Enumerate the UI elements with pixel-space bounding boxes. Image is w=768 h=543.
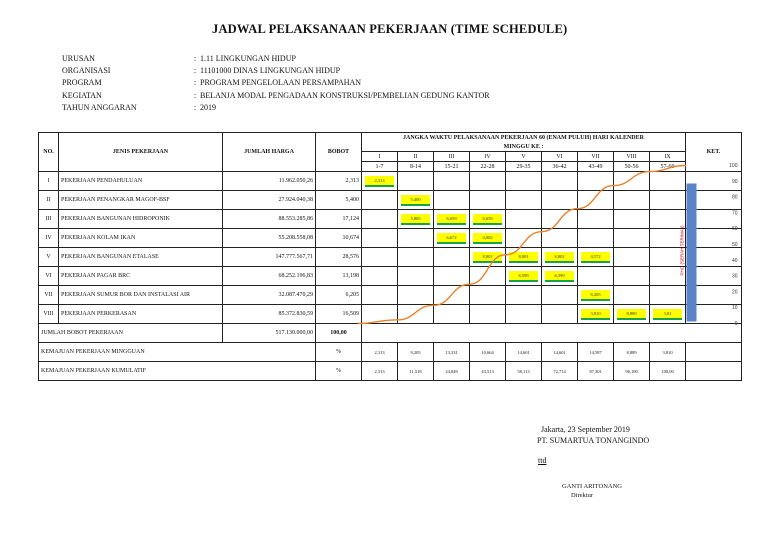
- info-colon: :: [193, 90, 197, 100]
- signature-place-date: Jakarta, 23 September 2019: [541, 425, 630, 434]
- header-minggu: MINGGU KE :: [362, 142, 686, 152]
- row-jenis: PEKERJAAN SUMUR BOR DAN INSTALASI AIR: [59, 286, 223, 305]
- schedule-bar: 6,599: [545, 271, 574, 282]
- schedule-bar: 8,001: [545, 252, 574, 263]
- cumulative-series-line: [358, 166, 686, 324]
- week-range: 8-14: [398, 162, 434, 172]
- cumulative-point: [613, 185, 615, 187]
- row-harga: 68.252.196,83: [223, 267, 316, 286]
- y-tick-label: 40: [731, 257, 738, 264]
- progress-value: 14,601: [506, 343, 542, 362]
- cumulative-point: [541, 231, 543, 233]
- row-no: IV: [39, 229, 59, 248]
- week-roman: III: [434, 152, 470, 162]
- schedule-bar: 8,001: [509, 252, 538, 263]
- progress-percent: %: [316, 362, 362, 381]
- pho-marker-bar: [687, 184, 697, 322]
- progress-value: 96,190: [614, 362, 650, 381]
- row-no: VII: [39, 286, 59, 305]
- schedule-bar: 8,001: [473, 252, 502, 263]
- info-colon: :: [193, 54, 197, 63]
- info-value: PROGRAM PENGELOLAAN PERSAMPAHAN: [200, 78, 362, 88]
- cumulative-point: [433, 305, 435, 307]
- row-jenis: PEKERJAAN PAGAR BRC: [59, 267, 223, 286]
- week-range: 57-60: [650, 162, 686, 172]
- row-harga: 55.208.558,08: [223, 229, 316, 248]
- week-roman: IV: [470, 152, 506, 162]
- y-tick-label: 0: [734, 321, 738, 327]
- schedule-bar: 3,810: [581, 309, 610, 320]
- row-jenis: PEKERJAAN PERKERASAN: [59, 305, 223, 324]
- signature-ttd: ttd: [538, 456, 547, 465]
- signature-role: Direktur: [571, 492, 594, 499]
- cumulative-point: [505, 254, 507, 256]
- progress-value: 100,00: [650, 362, 686, 381]
- header-jenis: JENIS PEKERJAAN: [59, 133, 223, 172]
- week-range: 1-7: [362, 162, 398, 172]
- row-harga: 85.372.830,59: [223, 305, 316, 324]
- schedule-bar: 5,805: [401, 214, 430, 225]
- progress-value: 58,113: [506, 362, 542, 381]
- week-range: 22-28: [470, 162, 506, 172]
- info-value: 11101000 DINAS LINGKUNGAN HIDUP: [200, 66, 341, 76]
- schedule-bar: 8,889: [617, 309, 646, 320]
- progress-value: 14,587: [578, 343, 614, 362]
- progress-percent: %: [316, 343, 362, 362]
- progress-value: 2,313: [362, 343, 398, 362]
- schedule-bar: 6,659: [437, 214, 466, 225]
- row-harga: 88.553.285,86: [223, 210, 316, 229]
- progress-label: KEMAJUAN PEKERJAAN MINGGUAN: [39, 343, 316, 362]
- week-range: 29-35: [506, 162, 542, 172]
- y-tick-label: 80: [731, 194, 738, 201]
- week-range: 15-21: [434, 162, 470, 172]
- week-range: 43-49: [578, 162, 614, 172]
- progress-value: 8,889: [614, 343, 650, 362]
- week-range: 50-56: [614, 162, 650, 172]
- info-key: PROGRAM: [62, 78, 102, 88]
- info-key: URUSAN: [62, 54, 95, 63]
- week-roman: VII: [578, 152, 614, 162]
- week-roman: VI: [542, 152, 578, 162]
- pho-label: PHO (SERAH TERIMA I): [679, 225, 685, 276]
- row-bobot: 13,198: [316, 267, 362, 286]
- schedule-bar: 4,572: [581, 252, 610, 263]
- y-tick-label: 30: [731, 273, 738, 280]
- info-key: KEGIATAN: [62, 90, 102, 100]
- total-label: JUMLAH BOBOT PEKERJAAN: [39, 324, 223, 343]
- row-no: VI: [39, 267, 59, 286]
- progress-value: 10,664: [470, 343, 506, 362]
- progress-value: 9,205: [398, 343, 434, 362]
- row-jenis: PEKERJAAN PENANGKAR MAGOF-BSF: [59, 191, 223, 210]
- y-tick-label: 10: [731, 305, 738, 312]
- info-colon: :: [193, 78, 197, 88]
- header-harga: JUMLAH HARGA: [223, 133, 316, 172]
- cumulative-point: [685, 165, 687, 167]
- row-harga: 11.962.050,26: [223, 172, 316, 191]
- row-no: III: [39, 210, 59, 229]
- y-tick-label: 100: [729, 163, 738, 169]
- y-tick-label: 50: [731, 242, 738, 248]
- y-tick-label: 90: [731, 178, 738, 185]
- row-jenis: PEKERJAAN KOLAM IKAN: [59, 229, 223, 248]
- row-bobot: 16,509: [316, 305, 362, 324]
- row-no: I: [39, 172, 59, 191]
- schedule-bar: 5,400: [401, 195, 430, 206]
- header-ket: KET.: [686, 133, 742, 172]
- schedule-bar: 6,599: [509, 271, 538, 282]
- info-value: 2019: [200, 102, 216, 112]
- document-title: JADWAL PELAKSANAAN PEKERJAAN (TIME SCHEDULE): [212, 22, 568, 36]
- row-jenis: PEKERJAAN BANGUNAN HIDROPONIK: [59, 210, 223, 229]
- info-value: BELANJA MODAL PENGADAAN KONSTRUKSI/PEMBELIAN GEDUNG KANTOR: [200, 90, 490, 100]
- row-no: V: [39, 248, 59, 267]
- row-bobot: 2,313: [316, 172, 362, 191]
- signature-company: PT. SUMARTUA TONANGINDO: [537, 436, 650, 445]
- row-harga: 32.087.470,29: [223, 286, 316, 305]
- progress-value: 14,601: [542, 343, 578, 362]
- row-bobot: 17,124: [316, 210, 362, 229]
- schedule-bar: 6,672: [437, 233, 466, 244]
- info-colon: :: [193, 102, 197, 112]
- header-bobot: BOBOT: [316, 133, 362, 172]
- schedule-bar: 6,205: [581, 290, 610, 301]
- progress-value: 24,849: [434, 362, 470, 381]
- progress-value: 87,301: [578, 362, 614, 381]
- row-bobot: 5,400: [316, 191, 362, 210]
- signature-name: GANTI ARITONANG: [562, 483, 623, 490]
- info-key: TAHUN ANGGARAN: [62, 102, 137, 112]
- week-roman: II: [398, 152, 434, 162]
- info-colon: :: [193, 66, 197, 76]
- progress-value: 2,313: [362, 362, 398, 381]
- row-no: VIII: [39, 305, 59, 324]
- row-jenis: PEKERJAAN BANGUNAN ETALASE: [59, 248, 223, 267]
- week-roman: V: [506, 152, 542, 162]
- week-range: 36-42: [542, 162, 578, 172]
- progress-value: 3,810: [650, 343, 686, 362]
- y-tick-label: 60: [731, 226, 738, 233]
- row-jenis: PEKERJAAN PENDAHULUAN: [59, 172, 223, 191]
- progress-value: 43,513: [470, 362, 506, 381]
- info-key: ORGANISASI: [62, 66, 111, 76]
- y-tick-label: 20: [731, 289, 738, 296]
- week-roman: IX: [650, 152, 686, 162]
- schedule-bar: 2,313: [365, 176, 394, 187]
- row-no: II: [39, 191, 59, 210]
- info-value: 1.11 LINGKUNGAN HIDUP: [200, 54, 296, 63]
- row-bobot: 6,205: [316, 286, 362, 305]
- progress-value: 11,518: [398, 362, 434, 381]
- cumulative-point: [397, 319, 399, 321]
- week-roman: I: [362, 152, 398, 162]
- week-roman: VIII: [614, 152, 650, 162]
- progress-label: KEMAJUAN PEKERJAAN KUMULATIF: [39, 362, 316, 381]
- progress-value: 72,714: [542, 362, 578, 381]
- header-jangka: JANGKA WAKTU PELAKSANAAN PEKERJAAN 60 (ENAM PULUH) HARI KALENDER: [362, 133, 686, 143]
- schedule-bar: 6,659: [473, 214, 502, 225]
- y-tick-label: 70: [731, 210, 738, 217]
- header-no: NO.: [39, 133, 59, 172]
- total-bobot: 100,00: [316, 324, 362, 343]
- row-harga: 147.777.567,71: [223, 248, 316, 267]
- cumulative-point: [469, 283, 471, 285]
- row-harga: 27.924.040,38: [223, 191, 316, 210]
- schedule-bar: 4,002: [473, 233, 502, 244]
- cumulative-point: [577, 208, 579, 210]
- progress-value: 13,331: [434, 343, 470, 362]
- row-bobot: 10,674: [316, 229, 362, 248]
- cumulative-point: [649, 171, 651, 173]
- schedule-bar: 3,81: [653, 309, 682, 320]
- row-bobot: 28,576: [316, 248, 362, 267]
- total-harga: 517.130.000,00: [223, 324, 316, 343]
